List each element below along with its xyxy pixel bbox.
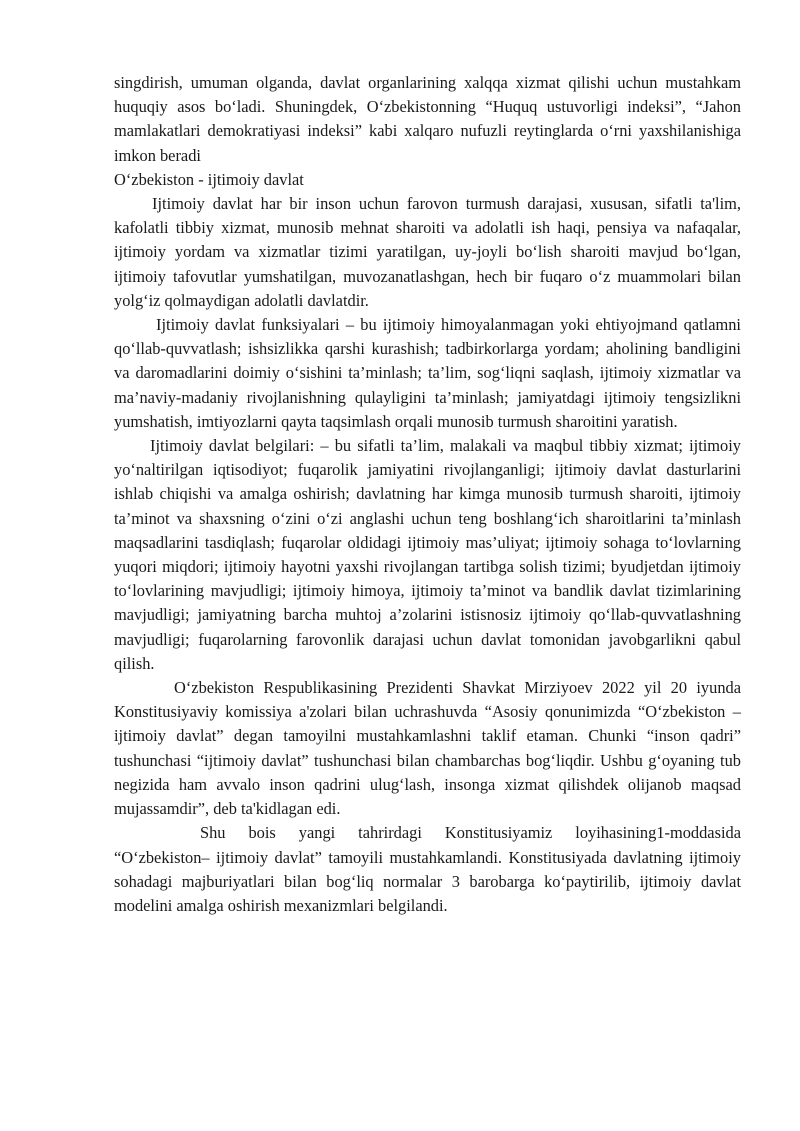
paragraph-functions: Ijtimoiy davlat funksiyalari – bu ijtimoiy himoyalanmagan yoki ehtiyojmand qatlamni qo‘llab-quvvatlash; ishsizlikka qarshi kurashish; tadbirkorlarga yordam; aholining bandligini va daromadlarini doimiy o‘sishini ta’minlash; ta’lim, sog‘liqni saqlash, ijtimoiy xizmatlar va ma’naviy-madaniy rivojlanishning qulayligini ta’minlash; jamiyatdagi ijtimoiy tengsizlikni yumshatish, imtiyozlarni qayta taqsimlash orqali munosib turmush sharoitini yaratish.	[114, 315, 741, 431]
paragraph-features: Ijtimoiy davlat belgilari: – bu sifatli ta’lim, malakali va maqbul tibbiy xizmat; ijtimoiy yo‘naltirilgan iqtisodiyot; fuqarolik jamiyatini rivojlanganligi; ijtimoiy davlat dasturlarini ishlab chiqishi va amalga oshirish; davlatning har kimga munosib turmush sharoiti, ijtimoiy ta’minot va shaxsning o‘zini o‘zi anglashi uchun teng boshlang‘ich sharoitlarini ta’minlash maqsadlarini tasdiqlash; fuqarolar oldidagi ijtimoiy mas’uliyat; ijtimoiy sohaga to‘lovlarning yuqori miqdori; ijtimoiy hayotni yaxshi rivojlangan tartibga solish tizimi; byudjetdan ijtimoiy to‘lovlarining mavjudligi; ijtimoiy himoya, ijtimoiy ta’minot va bandlik davlat tizimlarining mavjudligi; jamiyatning barcha muhtoj a’zolarini istisnosiz ijtimoiy qo‘llab-quvvatlashning mavjudligi; fuqarolarning farovonlik darajasi uchun davlat tomonidan javobgarlikni qabul qilish.	[114, 436, 741, 673]
paragraph-constitution: Shu bois yangi tahrirdagi Konstitusiyamiz loyihasining1-moddasida “O‘zbekiston– ijtimoiy davlat” tamoyili mustahkamlandi. Konstitusiyada davlatning ijtimoiy sohadagi majburiyatlari bilan bog‘liq normalar 3 barobarga ko‘paytirilib, ijtimoiy davlat modelini amalga oshirish mexanizmlari belgilandi.	[114, 823, 741, 915]
paragraph-president: O‘zbekiston Respublikasining Prezidenti Shavkat Mirziyoev 2022 yil 20 iyunda Konstitusiyaviy komissiya a'zolari bilan uchrashuvda “Asosiy qonunimizda “O‘zbekiston – ijtimoiy davlat” degan tamoyilni mustahkamlashni taklif etaman. Chunki “inson qadri” tushunchasi “ijtimoiy davlat” tushunchasi bilan chambarchas bog‘liqdir. Ushbu g‘oyaning tub negizida ham avvalo inson qadrini ulug‘lash, insonga xizmat qilishdek olijanob maqsad mujassamdir”, deb ta'kidlagan edi.	[114, 678, 741, 819]
paragraph-definition: Ijtimoiy davlat har bir inson uchun farovon turmush darajasi, xususan, sifatli ta'lim, kafolatli tibbiy xizmat, munosib mehnat sharoiti va adolatli ish haqi, pensiya va nafaqalar, ijtimoiy yordam va xizmatlar tizimi yaratilgan, uy-joyli bo‘lish sharoiti mavjud bo‘lgan, ijtimoiy tafovutlar yumshatilgan, muvozanatlashgan, hech bir fuqaro o‘z muammolari bilan yolg‘iz qolmaydigan adolatli davlatdir.	[114, 194, 741, 310]
section-heading: O‘zbekiston - ijtimoiy davlat	[114, 169, 304, 189]
document-page	[114, 71, 741, 918]
paragraph-intro: singdirish, umuman olganda, davlat organlarining xalqqa xizmat qilishi uchun mustahkam huquqiy asos bo‘ladi. Shuningdek, O‘zbekistonning “Huquq ustuvorligi indeksi”, “Jahon mamlakatlari demokratiyasi indeksi” kabi xalqaro nufuzli reytinglarda o‘rni yaxshilanishiga imkon beradi	[114, 73, 741, 165]
